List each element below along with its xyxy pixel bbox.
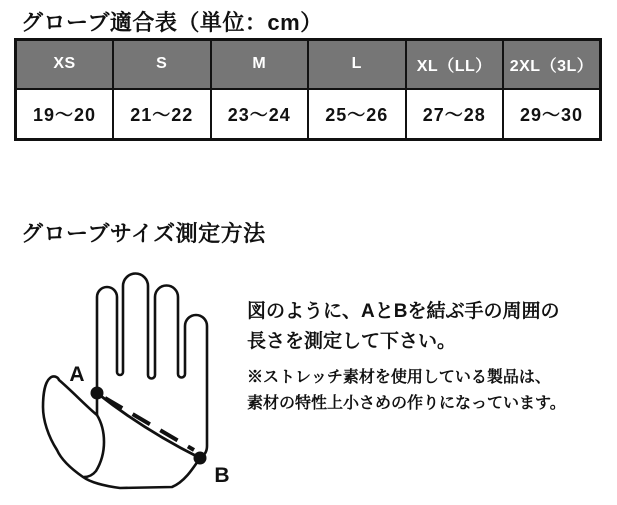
point-a-dot <box>91 387 104 400</box>
size-range-cell: 25～26 <box>308 89 406 140</box>
measurement-instructions <box>247 297 612 417</box>
size-header-cell: XS <box>16 40 114 89</box>
instruction-line: 長さを測定して下さい。 <box>247 331 457 352</box>
size-range-cell: 27～28 <box>406 89 504 140</box>
size-header-row <box>16 40 601 89</box>
instruction-line: 図のように、AとBを結ぶ手の周囲の <box>247 301 560 322</box>
size-header-cell: XL（LL） <box>406 40 504 89</box>
stretch-material-note <box>247 365 612 417</box>
point-b-label: B <box>214 464 230 487</box>
size-header-cell: M <box>211 40 309 89</box>
size-value-row <box>16 89 601 140</box>
size-range-cell: 23～24 <box>211 89 309 140</box>
size-range-cell: 19～20 <box>16 89 114 140</box>
size-range-cell: 29～30 <box>503 89 601 140</box>
size-header-cell: L <box>308 40 406 89</box>
size-range-cell: 21～22 <box>113 89 211 140</box>
size-fit-table <box>14 38 602 141</box>
point-a-label: A <box>69 363 85 386</box>
fit-table-title: グローブ適合表（単位：cm） <box>21 10 323 35</box>
hand-measurement-diagram <box>20 260 260 505</box>
point-b-dot <box>194 452 207 465</box>
measurement-title: グローブサイズ測定方法 <box>21 221 266 246</box>
note-line: 素材の特性上小さめの作りになっています。 <box>247 395 566 412</box>
size-header-cell: S <box>113 40 211 89</box>
size-header-cell: 2XL（3L） <box>503 40 601 89</box>
note-line: ※ストレッチ素材を使用している製品は、 <box>247 369 551 386</box>
hand-outline-path <box>43 274 207 489</box>
